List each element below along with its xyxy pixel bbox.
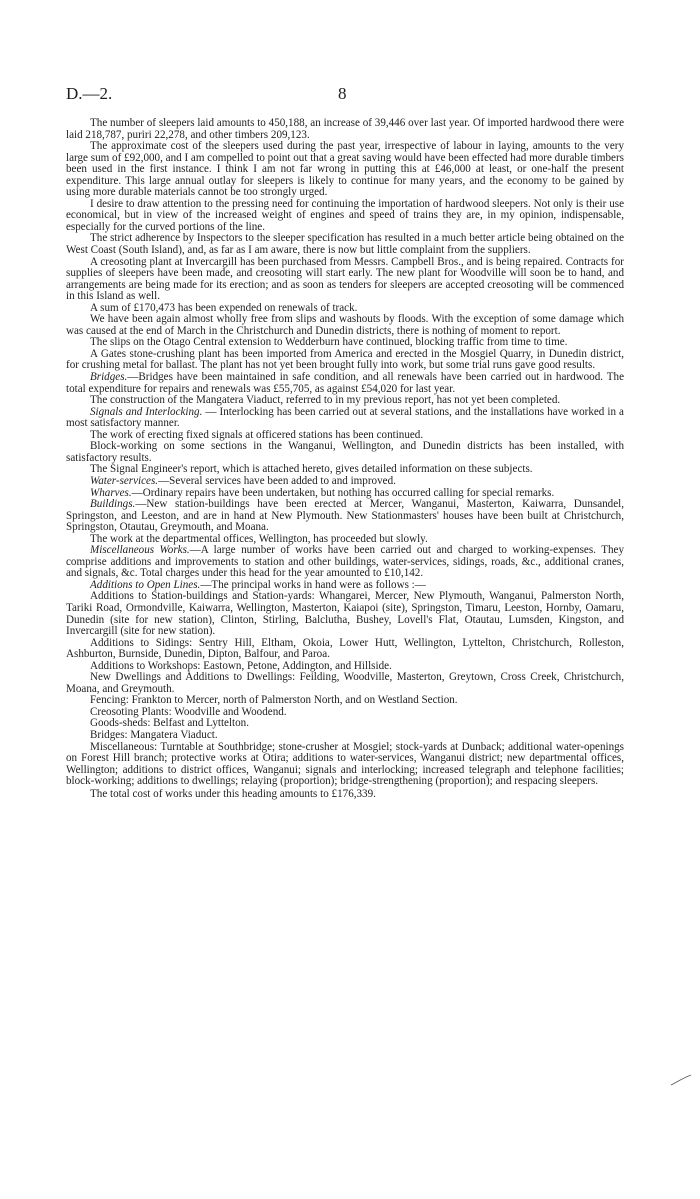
paragraph-track-renewals: A sum of £170,473 has been expended on renewals of track. xyxy=(90,301,358,314)
paragraph-signal-report: The Signal Engineer's report, which is attached hereto, gives detailed information on these subjects. xyxy=(90,463,533,476)
paragraph-fixed-signals: The work of erecting fixed signals at officered stations has been continued. xyxy=(90,428,424,441)
water-text: —Several services have been added to and improved. xyxy=(158,474,396,487)
page-number: 8 xyxy=(338,84,347,103)
page-header xyxy=(66,84,646,108)
list-item-workshops: Additions to Workshops: Eastown, Petone, Addington, and Hillside. xyxy=(90,659,392,672)
paragraph-dept-offices: The work at the departmental offices, Wellington, has proceeded but slowly. xyxy=(90,532,428,545)
list-item-goods-sheds: Goods-sheds: Belfast and Lyttelton. xyxy=(90,717,249,730)
list-item-station-buildings: Additions to Station-buildings and Station-yards: Whangarei, Mercer, New Plymouth, Wanganui, Palmerston North, Tariki Road, Ormondville, Kaiwarra, Wellington, Masterton, Kaiapoi (site), Springston, Timaru, Leeston, Hornby, Oamaru, Dunedin (site for new station), Clinton, Stirling, Balclutha, Bushey, Lovell's Flat, Otautau, Lumsden, Kingston, and Invercargill (site for new station). xyxy=(66,590,624,638)
list-item-creosoting-plants: Creosoting Plants: Woodville and Woodend. xyxy=(90,705,287,718)
bridges-heading: Bridges. xyxy=(90,371,128,384)
misc-works-text: —A large number of works have been carried out and charged to working-expenses. They comprise additions and improvements to station and other buildings, water-services, sidings, roads, &c., additional cranes, and signals, &c. Total charges under this head for the year amounted to £10,142. xyxy=(66,544,624,580)
pen-mark-icon xyxy=(670,1073,692,1087)
open-lines-text: —The principal works in hand were as follows :— xyxy=(200,578,426,591)
paragraph-signals xyxy=(66,407,624,430)
paragraph-stone-crusher: A Gates stone-crushing plant has been imported from America and erected in the Mosgiel Quarry, in Dunedin district, for crushing metal for ballast. The plant has not yet been brought fully into work, but some trial runs gave good results. xyxy=(66,347,624,372)
paragraph-sleeper-cost: The approximate cost of the sleepers used during the past year, irrespective of labour in laying, amounts to the very large sum of £92,000, and I am compelled to point out that a great saving would have been effected had more durable timbers been used in the first instance. I think I am not far wrong in putting this at £46,000 at least, or one-half the present expenditure. This large annual outlay for sleepers is likely to continue for many years, and the economy to be gained by using more durable materials cannot be too strongly urged. xyxy=(66,140,624,199)
body-text xyxy=(66,118,624,800)
paragraph-floods: We have been again almost wholly free from slips and washouts by floods. With the exception of some damage which was caused at the end of March in the Christchurch and Dunedin districts, there is nothing of moment to report. xyxy=(66,313,624,337)
paragraph-bridges xyxy=(66,372,624,395)
wharves-text: —Ordinary repairs have been undertaken, but nothing has occurred calling for special remarks. xyxy=(131,486,555,499)
misc-works-heading: Miscellaneous Works. xyxy=(90,544,190,557)
water-heading: Water-services. xyxy=(90,474,159,487)
signals-heading: Signals and Interlocking. xyxy=(90,405,203,418)
bridges-text: —Bridges have been maintained in safe condition, and all renewals have been carried out in hardwood. The total expenditure for repairs and renewals was £55,705, as against £54,020 for last year. xyxy=(66,371,624,395)
wharves-heading: Wharves. xyxy=(90,486,132,499)
paragraph-total-cost: The total cost of works under this heading amounts to £176,339. xyxy=(90,787,376,800)
list-item-miscellaneous: Miscellaneous: Turntable at Southbridge; stone-crusher at Mosgiel; stock-yards at Dunback; additional water-openings on Forest Hill branch; protective works at Otira; additions to water-services, Wanganui district; new departmental offices, Wellington; additions to district offices, Wanganui; signals and interlocking; increased telegraph and telephone facilities; block-working; additions to dwellings; relaying (proportion); bridge-strengthening (proportion); and respacing sleepers. xyxy=(66,740,624,788)
paragraph-creosoting: A creosoting plant at Invercargill has been purchased from Messrs. Campbell Bros., and is being repaired. Contracts for supplies of sleepers have been made, and creosoting will start early. The new plant for Woodville will soon be to hand, and arrangements are being made for its erection; and as soon as tenders for sleepers are accepted creosoting will be commenced in this Island as well. xyxy=(66,255,624,303)
open-lines-heading: Additions to Open Lines. xyxy=(90,578,201,591)
paragraph-mangatera: The construction of the Mangatera Viaduct, referred to in my previous report, has not yet been completed. xyxy=(90,394,561,407)
list-item-sidings: Additions to Sidings: Sentry Hill, Eltham, Okoia, Lower Hutt, Wellington, Lyttelton, Christchurch, Rolleston, Ashburton, Burnside, Dunedin, Dipton, Balfour, and Paroa. xyxy=(66,636,624,661)
paragraph-block-working: Block-working on some sections in the Wanganui, Wellington, and Dunedin districts has been installed, with satisfactory results. xyxy=(66,440,624,464)
list-item-dwellings: New Dwellings and Additions to Dwellings: Feilding, Woodville, Masterton, Greytown, Cross Creek, Christchurch, Moana, and Greymouth. xyxy=(66,671,624,695)
list-item-bridges: Bridges: Mangatera Viaduct. xyxy=(90,728,218,741)
buildings-text: —New station-buildings have been erected at Mercer, Wanganui, Masterton, Kaiwarra, Dunsandel, Springston, and Leeston, and are in hand at New Plymouth. New Stationmasters' houses have been built at Christchurch, Springston, Otautau, Greymouth, and Moana. xyxy=(66,498,624,534)
paragraph-otago-slips: The slips on the Otago Central extension to Wedderburn have continued, blocking traffic from time to time. xyxy=(90,336,568,349)
signals-text: — Interlocking has been carried out at several stations, and the installations have worked in a most satisfactory manner. xyxy=(66,405,624,430)
buildings-heading: Buildings. xyxy=(90,498,136,511)
list-item-fencing: Fencing: Frankton to Mercer, north of Palmerston North, and on Westland Section. xyxy=(90,694,458,707)
document-reference: D.—2. xyxy=(66,84,113,103)
paragraph-specification: The strict adherence by Inspectors to the sleeper specification has resulted in a much better article being obtained on the West Coast (South Island), and, as far as I am aware, there is now but little complaint from the suppliers. xyxy=(66,232,624,257)
paragraph-sleepers-laid: The number of sleepers laid amounts to 450,188, an increase of 39,446 over last year. Of imported hardwood there were laid 218,787, puriri 22,278, and other timbers 209,123. xyxy=(66,117,624,141)
paragraph-buildings xyxy=(66,499,624,534)
paragraph-hardwood-need: I desire to draw attention to the pressing need for continuing the importation of hardwood sleepers. Not only is their use economical, but in view of the increased weight of engines and speed of trains they are, in my opinion, indispensable, especially for the curved portions of the line. xyxy=(66,197,624,233)
paragraph-misc-works xyxy=(66,545,624,580)
